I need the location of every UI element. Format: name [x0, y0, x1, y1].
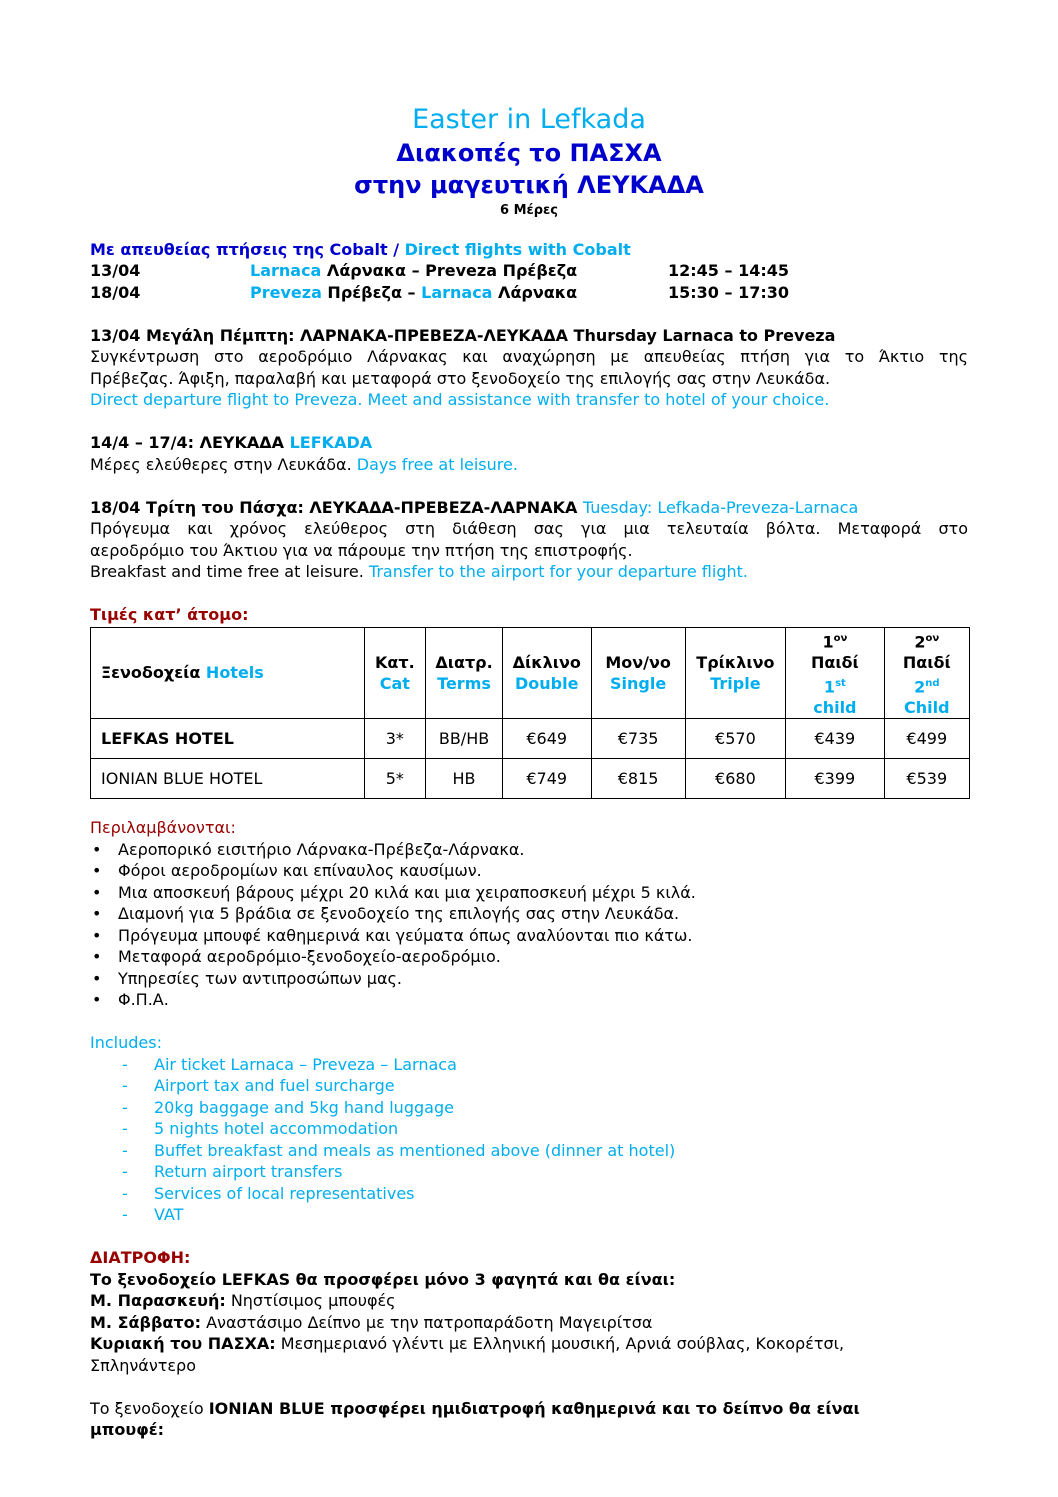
includes-gr-heading: Περιλαμβάνονται:	[90, 818, 236, 838]
col-child2: $2^{o\nu}$ Παιδί 2nd Child	[884, 627, 969, 719]
list-item: - 5 nights hotel accommodation	[154, 1118, 968, 1140]
document-page	[90, 100, 968, 1441]
diet-sunday: Κυριακή του ΠΑΣΧΑ: Μεσημεριανό γλέντι με Ελληνική μουσική, Αρνιά σούβλας, Κοκορέτσι,	[90, 1334, 845, 1354]
list-item: • Διαμονή για 5 βράδια σε ξενοδοχείο της επιλογής σας στην Λευκάδα.	[118, 903, 968, 925]
day3-text-gr-line1: Πρόγευμα και χρόνος ελεύθερος στη διάθεση σας για μια τελευταία βόλτα. Μεταφορά στο	[90, 519, 968, 538]
list-item: - Buffet breakfast and meals as mentioned above (dinner at hotel)	[154, 1140, 968, 1162]
flight-row: 13/04 Larnaca Λάρνακα – Preveza Πρέβεζα 12:45 – 14:45	[90, 261, 789, 280]
list-item: • Μια αποσκευή βάρους μέχρι 20 κιλά και μια χειραποσκευή μέχρι 5 κιλά.	[118, 882, 968, 904]
col-terms: Διατρ. Terms	[426, 627, 503, 719]
table-header-row	[91, 627, 970, 719]
list-item: • Μεταφορά αεροδρόμιο-ξενοδοχείο-αεροδρόμιο.	[118, 946, 968, 968]
title-greek-line1: Διακοπές το ΠΑΣΧΑ	[396, 139, 662, 167]
flight-row: 18/04 Preveza Πρέβεζα – Larnaca Λάρνακα 15:30 – 17:30	[90, 282, 789, 302]
day2-heading: 14/4 – 17/4: ΛΕΥΚΑΔΑ LEFKADA	[90, 433, 373, 452]
list-item: - Airport tax and fuel surcharge	[154, 1075, 968, 1097]
day2-text: Μέρες ελεύθερες στην Λευκάδα. Days free at leisure.	[90, 454, 518, 474]
diet-heading: ΔΙΑΤΡΟΦΗ:	[90, 1248, 191, 1268]
list-item: - Air ticket Larnaca – Preveza – Larnaca	[154, 1054, 968, 1076]
list-item: - VAT	[154, 1204, 968, 1226]
list-item: - Return airport transfers	[154, 1161, 968, 1183]
duration: 6 Μέρες	[500, 203, 558, 218]
diet-ionian: Το ξενοδοχείο IONIAN BLUE προσφέρει ημιδιατροφή καθημερινά και το δείπνο θα είναι	[90, 1398, 860, 1418]
list-item: • Φ.Π.Α.	[118, 989, 968, 1011]
col-child1: $1^{o\nu}$ Παιδί 1st child	[786, 627, 884, 719]
table-row: LEFKAS HOTEL 3* BB/HB €649 €735 €570 €439 €499	[91, 719, 970, 759]
diet-ionian-cont: μπουφέ:	[90, 1420, 165, 1440]
list-item: • Αεροπορικό εισιτήριο Λάρνακα-Πρέβεζα-Λάρνακα.	[118, 839, 968, 861]
col-cat: Κατ. Cat	[364, 627, 426, 719]
diet-saturday: Μ. Σάββατο: Αναστάσιμο Δείπνο με την πατροπαράδοτη Μαγειρίτσα	[90, 1312, 653, 1332]
col-single: Μον/νο Single	[591, 627, 685, 719]
day1-text-gr-line2: Πρέβεζας. Άφιξη, παραλαβή και μεταφορά στο ξενοδοχείο της επιλογής σας στην Λευκάδα.	[90, 368, 831, 388]
col-triple: Τρίκλινο Triple	[685, 627, 786, 719]
diet-friday: Μ. Παρασκευή: Νηστίσιμος μπουφές	[90, 1291, 396, 1311]
diet-lefkas-intro: Το ξενοδοχείο LEFKAS θα προσφέρει μόνο 3 φαγητά και θα είναι:	[90, 1269, 676, 1289]
day1-heading: 13/04 Μεγάλη Πέμπτη: ΛΑΡΝΑΚΑ-ΠΡΕΒΕΖΑ-ΛΕΥΚΑΔΑ Thursday Larnaca to Preveza	[90, 325, 836, 345]
list-item: - Services of local representatives	[154, 1183, 968, 1205]
list-item: • Υπηρεσίες των αντιπροσώπων μας.	[118, 968, 968, 990]
list-item: • Πρόγευμα μπουφέ καθημερινά και γεύματα όπως αναλύονται πιο κάτω.	[118, 925, 968, 947]
price-table	[90, 627, 970, 800]
day3-heading: 18/04 Τρίτη του Πάσχα: ΛΕΥΚΑΔΑ-ΠΡΕΒΕΖΑ-ΛΑΡΝΑΚΑ Tuesday: Lefkada-Preveza-Larnaca	[90, 497, 859, 517]
day1-text-gr-line1: Συγκέντρωση στο αεροδρόμιο Λάρνακας και αναχώρηση με απευθείας πτήση για το Άκτιο της	[90, 347, 968, 366]
list-item: • Φόροι αεροδρομίων και επίναυλος καυσίμων.	[118, 860, 968, 882]
prices-heading: Τιμές κατ’ άτομο:	[90, 605, 249, 624]
day3-text-gr-line2: αεροδρόμιο του Άκτιου για να πάρουμε την πτήση της επιστροφής.	[90, 540, 633, 560]
includes-gr-list	[90, 839, 968, 1011]
list-item: - 20kg baggage and 5kg hand luggage	[154, 1097, 968, 1119]
title-greek-line2: στην μαγευτική ΛΕΥΚΑΔΑ	[354, 171, 704, 199]
col-hotel: Ξενοδοχεία Hotels	[91, 627, 365, 719]
title-english: Easter in Lefkada	[412, 104, 646, 135]
day1-text-en: Direct departure flight to Preveza. Meet and assistance with transfer to hotel of your choice.	[90, 390, 830, 409]
day3-text-en: Breakfast and time free at leisure. Transfer to the airport for your departure flight.	[90, 562, 748, 581]
table-row: IONIAN BLUE HOTEL 5* HB €749 €815 €680 €399 €539	[91, 759, 970, 799]
col-double: Δίκλινο Double	[502, 627, 591, 719]
includes-en-heading: Includes:	[90, 1033, 162, 1053]
diet-sunday-cont: Σπληνάντερο	[90, 1355, 196, 1375]
flights-heading: Με απευθείας πτήσεις της Cobalt / Direct flights with Cobalt	[90, 239, 631, 259]
includes-en-list	[90, 1054, 968, 1226]
